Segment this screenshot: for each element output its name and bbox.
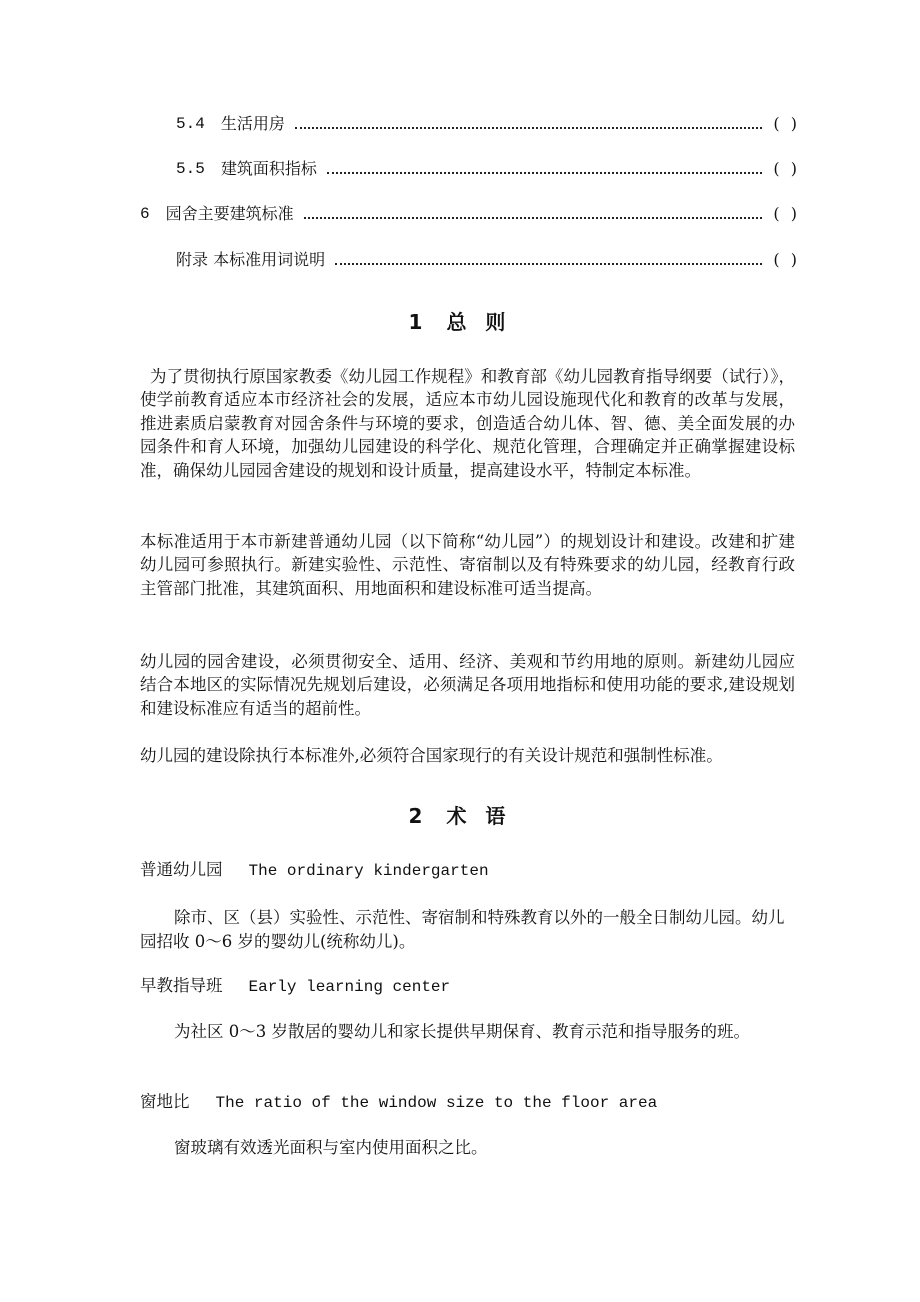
term-entry (140, 974, 450, 999)
term-name: 早教指导班 (140, 976, 223, 995)
toc-entry-number: 6 (140, 205, 150, 223)
body-paragraph: 为了贯彻执行原国家教委《幼儿园工作规程》和教育部《幼儿园教育指导纲要（试行）》，使学前教育适应本市经济社会的发展，适应本市幼儿园设施现代化和教育的改革与发展，推进素质启蒙教育对园舍条件与环境的要求，创造适合幼儿体、智、德、美全面发展的办园条件和育人环境，加强幼儿园建设的科学化、规范化管理，合理确定并正确掌握建设标准，确保幼儿园园舍建设的规划和设计质量，提高建设水平，特制定本标准。 (140, 367, 795, 480)
toc-entry-title: 附录 本标准用词说明 (176, 250, 326, 269)
toc-entry-number: 5.4 (176, 115, 205, 133)
toc-leader-dots (335, 263, 762, 265)
term-entry (140, 858, 489, 883)
term-entry (140, 1090, 657, 1115)
toc-entry[interactable] (176, 157, 800, 181)
toc-entry-title: 生活用房 (220, 114, 285, 133)
term-definition: 窗玻璃有效透光面积与室内使用面积之比。 (174, 1138, 488, 1157)
body-paragraph: 本标准适用于本市新建普通幼儿园（以下简称“幼儿园”）的规划设计和建设。改建和扩建幼儿园可参照执行。新建实验性、示范性、寄宿制以及有特殊要求的幼儿园，经教育行政主管部门批准，其建筑面积、用地面积和建设标准可适当提高。 (140, 532, 795, 598)
term-name: 窗地比 (140, 1092, 190, 1111)
term-english: The ratio of the window size to the floor area (215, 1094, 658, 1112)
toc-leader-dots (304, 217, 762, 219)
term-english: The ordinary kindergarten (248, 862, 489, 880)
toc-leader-dots (295, 127, 762, 129)
toc-entry-page: ( ) (773, 114, 800, 133)
toc-leader-dots (327, 172, 762, 174)
toc-entry[interactable] (140, 202, 800, 226)
term-name: 普通幼儿园 (140, 860, 223, 879)
toc-entry[interactable] (176, 248, 800, 272)
section-heading (0, 306, 920, 335)
toc-entry[interactable] (176, 112, 800, 136)
section-title: 术 语 (446, 804, 512, 828)
section-number: 2 (408, 804, 429, 828)
section-heading (0, 800, 920, 829)
toc-entry-page: ( ) (773, 250, 800, 269)
toc-entry-number: 5.5 (176, 160, 205, 178)
toc-entry-title: 园舍主要建筑标准 (165, 204, 294, 223)
section-number: 1 (408, 310, 429, 334)
body-paragraph: 幼儿园的园舍建设，必须贯彻安全、适用、经济、美观和节约用地的原则。新建幼儿园应结合本地区的实际情况先规划后建设，必须满足各项用地指标和使用功能的要求,建设规划和建设标准应有适当的超前性。 (140, 652, 795, 718)
term-definition: 为社区 0～3 岁散居的婴幼儿和家长提供早期保育、教育示范和指导服务的班。 (174, 1022, 750, 1041)
body-paragraph: 幼儿园的建设除执行本标准外,必须符合国家现行的有关设计规范和强制性标准。 (140, 746, 723, 765)
toc-entry-page: ( ) (773, 159, 800, 178)
toc-entry-title: 建筑面积指标 (220, 159, 317, 178)
section-title: 总 则 (446, 310, 512, 334)
toc-entry-page: ( ) (773, 204, 800, 223)
term-definition: 除市、区（县）实验性、示范性、寄宿制和特殊教育以外的一般全日制幼儿园。幼儿园招收 0～6 岁的婴幼儿(统称幼儿)。 (140, 908, 785, 951)
term-english: Early learning center (248, 978, 451, 996)
